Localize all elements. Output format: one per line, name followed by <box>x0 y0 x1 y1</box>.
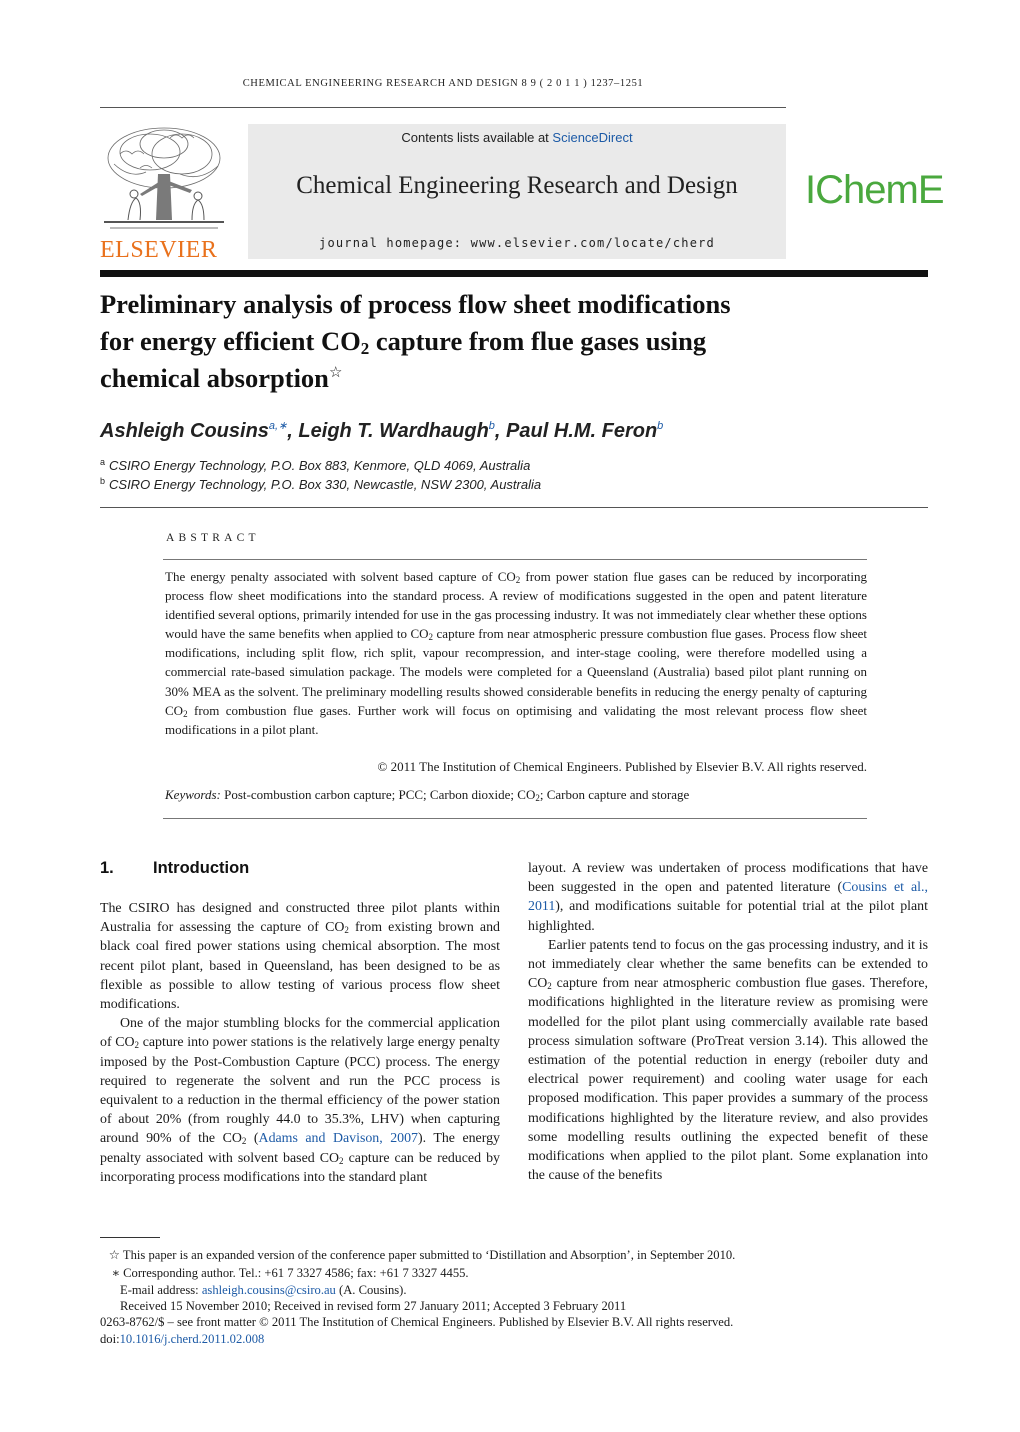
paragraph: One of the major stumbling blocks for the commercial application of $CO_2$ capture into power stations is the relatively large energy penalty imposed by the Post-Combustion Capture (PCC) process. The energy required to regenerate the solvent and run the PCC process is equivalent to a reduction in the thermal efficiency of the power station of about 20% (from roughly 44.0 to 35.3%, LHV) when capturing around 90% of the $CO_2$ (Adams and Davison, 2007). The energy penalty associated with solvent based $CO_2$ capture can be reduced by incorporating process modifications into the standard plant <box>100 1016 500 1185</box>
paragraph: The CSIRO has designed and constructed three pilot plants within Australia for assessing the capture of $CO_2$ from existing brown and black coal fired power stations using chemical absorption. The most recent pilot plant, based in Queensland, has been designed to be as flexible as possible to allow testing of various process flow sheet modifications. <box>100 901 500 1013</box>
affiliation-text: CSIRO Energy Technology, P.O. Box 883, Kenmore, QLD 4069, Australia <box>109 458 531 473</box>
affiliation-mark: a <box>100 457 106 467</box>
header-rule <box>100 270 928 277</box>
affiliation-rule <box>100 507 928 508</box>
contents-prefix: Contents lists available at <box>401 130 553 145</box>
running-head-rule <box>100 107 786 108</box>
doi-line: doi:10.1016/j.cherd.2011.02.008 <box>100 1332 265 1346</box>
journal-masthead <box>248 124 786 259</box>
doi-link[interactable]: 10.1016/j.cherd.2011.02.008 <box>119 1332 265 1346</box>
affiliation-a <box>100 458 530 473</box>
citation-link[interactable]: Cousins et al., 2011 <box>528 880 928 915</box>
section-heading-introduction <box>100 859 249 878</box>
article-history: Received 15 November 2010; Received in revised form 27 January 2011; Accepted 3 February 2011 <box>120 1299 627 1313</box>
affiliation-text: CSIRO Energy Technology, P.O. Box 330, Newcastle, NSW 2300, Australia <box>109 477 542 492</box>
running-head: CHEMICAL ENGINEERING RESEARCH AND DESIGN 8 9 ( 2 0 1 1 ) 1237–1251 <box>242 78 644 89</box>
title-line-1: Preliminary analysis of process flow sheet modifications <box>100 289 731 319</box>
icheme-logo[interactable]: IChemE <box>805 168 944 212</box>
body-column-left <box>100 899 500 1187</box>
title-footnote-star[interactable]: ☆ <box>328 365 343 381</box>
footnote-corresponding: ∗ Corresponding author. Tel.: +61 7 3327 4586; fax: +61 7 3327 4455. <box>111 1266 469 1280</box>
keywords-label: Keywords: <box>165 787 221 802</box>
affiliation-b <box>100 477 541 492</box>
abstract-rule-top <box>163 559 867 560</box>
paragraph: layout. A review was undertaken of process modifications that have been suggested in the open and patented literature (Cousins et al., 2011), and modifications suitable for potential trial at the pilot plant highlighted. <box>528 861 928 934</box>
footnote-email: E-mail address: ashleigh.cousins@csiro.au (A. Cousins). <box>120 1283 407 1297</box>
author-sup[interactable]: b <box>657 420 664 432</box>
abstract-copyright: © 2011 The Institution of Chemical Engineers. Published by Elsevier B.V. All rights reserved. <box>377 759 867 774</box>
author-name[interactable]: Leigh T. Wardhaugh <box>298 420 489 442</box>
paragraph: Earlier patents tend to focus on the gas processing industry, and it is not immediately clear whether the same benefits can be extended to $CO_2$ capture from near atmospheric combustion flue gases. Therefore, modifications highlighted in the literature review as promising were modelled for the pilot plant using commercially available rate based process simulation software (ProTreat version 3.14). This allowed the estimation of the potential reduction in energy (reboiler duty and electrical power requirement) and cooling water usage for each proposed modification. This paper provides a summary of the process modifications highlighted by the literature review, and also provides some modelling results outlining the expected benefit of these modifications when applied to the pilot plant. Some explanation into the cause of the benefits <box>528 937 928 1184</box>
title-line-3: chemical absorption <box>100 363 329 393</box>
journal-name[interactable]: Chemical Engineering Research and Design <box>296 172 738 199</box>
journal-homepage-link[interactable]: journal homepage: www.elsevier.com/locate/cherd <box>319 236 715 250</box>
keywords-text-a: Post-combustion carbon capture; PCC; Carbon dioxide; CO <box>220 787 536 802</box>
title-line-2a: for energy efficient CO <box>100 326 361 356</box>
abstract-heading: ABSTRACT <box>166 532 260 544</box>
elsevier-logo[interactable] <box>100 124 228 264</box>
author-list: Ashleigh Cousins$^{a,∗}$, Leigh T. Wardhaugh$^b$, Paul H.M. Feron$^b$ <box>100 420 664 442</box>
email-link[interactable]: ashleigh.cousins@csiro.au <box>201 1283 336 1297</box>
section-title: Introduction <box>153 859 250 877</box>
contents-line <box>248 130 786 145</box>
sciencedirect-link[interactable]: ScienceDirect <box>552 130 633 145</box>
abstract-text: The energy penalty associated with solvent based capture of $CO_2$ from power station flue gases can be reduced by incorporating process flow sheet modifications into the standard process. A review of modifications suggested in the open and patent literature identified several options, primarily intended for use in the gas processing industry. It was not immediately clear whether these options would have the same benefits when applied to $CO_2$ capture from near atmospheric pressure combustion flue gases. Process flow sheet modifications, including split flow, rich split, vapour recompression, and inter-stage cooling, were therefore modelled using a commercial rate-based simulation package. The models were completed for a Queensland (Australia) based pilot plant running on 30% MEA as the solvent. The preliminary modelling results showed considerable benefits in reducing the energy penalty of capturing $CO_2$ from combustion flue gases. Further work will focus on optimising and validating the most relevant process flow sheet modifications in a pilot plant. <box>165 569 868 737</box>
author-sup[interactable]: b <box>488 420 495 432</box>
title-line-2b: capture from flue gases using <box>369 326 707 356</box>
body-column-right <box>528 859 928 1185</box>
affiliation-mark: b <box>100 476 106 486</box>
author-name[interactable]: Paul H.M. Feron <box>506 420 658 442</box>
elsevier-wordmark: ELSEVIER <box>100 237 218 263</box>
issn-line: 0263-8762/$ – see front matter © 2011 The Institution of Chemical Engineers. Published by Elsevier B.V. All rights reserved. <box>100 1315 734 1329</box>
article-title <box>100 286 928 397</box>
footnote-star: ☆ This paper is an expanded version of the conference paper submitted to ‘Distillation and Absorption’, in September 2010. <box>108 1248 736 1262</box>
keywords: Keywords: Post-combustion carbon capture; PCC; Carbon dioxide; $CO_2$; Carbon capture and storage <box>165 787 690 803</box>
keywords-text-b: ; Carbon capture and storage <box>539 787 690 802</box>
section-number: 1. <box>100 859 114 877</box>
citation-link[interactable]: Adams and Davison, 2007 <box>258 1131 418 1147</box>
author-sup[interactable]: a,∗ <box>268 420 288 432</box>
abstract-rule-bottom <box>163 818 867 819</box>
title-subscript: 2 <box>360 339 370 358</box>
author-name[interactable]: Ashleigh Cousins <box>100 420 269 442</box>
elsevier-tree-icon <box>100 124 228 236</box>
footnote-rule <box>100 1237 160 1238</box>
